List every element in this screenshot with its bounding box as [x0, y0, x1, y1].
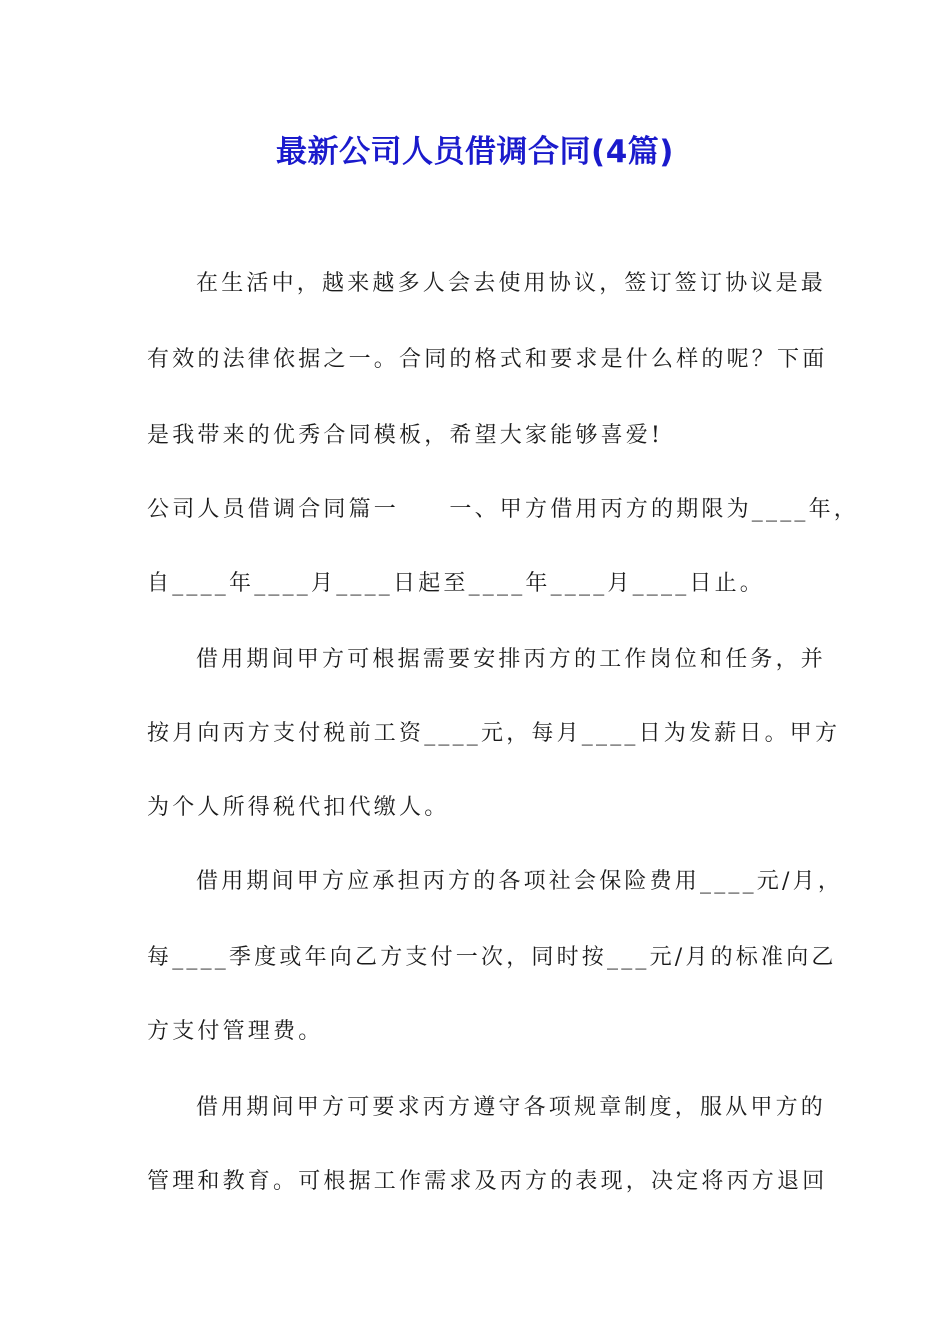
paragraph-line: 按月向丙方支付税前工资____元，每月____日为发薪日。甲方 [147, 721, 841, 746]
paragraph-line: 是我带来的优秀合同模板，希望大家能够喜爱! [147, 423, 664, 448]
paragraph-line: 方支付管理费。 [147, 1019, 324, 1044]
paragraph-line: 管理和教育。可根据工作需求及丙方的表现，决定将丙方退回 [147, 1169, 828, 1194]
paragraph-line: 公司人员借调合同篇一 一、甲方借用丙方的期限为____年， [147, 497, 860, 522]
paragraph-line: 有效的法律依据之一。合同的格式和要求是什么样的呢？下面 [147, 347, 828, 372]
paragraph-line: 借用期间甲方可要求丙方遵守各项规章制度，服从甲方的 [196, 1095, 827, 1120]
paragraph-line: 在生活中，越来越多人会去使用协议，签订签订协议是最 [196, 271, 827, 296]
document-title: 最新公司人员借调合同(4篇) [276, 134, 674, 170]
paragraph-line: 每____季度或年向乙方支付一次，同时按___元/月的标准向乙 [147, 945, 837, 970]
paragraph-line: 借用期间甲方应承担丙方的各项社会保险费用____元/月， [196, 869, 844, 894]
paragraph-line: 自____年____月____日起至____年____月____日止。 [147, 571, 766, 596]
paragraph-line: 为个人所得税代扣代缴人。 [147, 795, 450, 820]
paragraph-line: 借用期间甲方可根据需要安排丙方的工作岗位和任务，并 [196, 647, 827, 672]
